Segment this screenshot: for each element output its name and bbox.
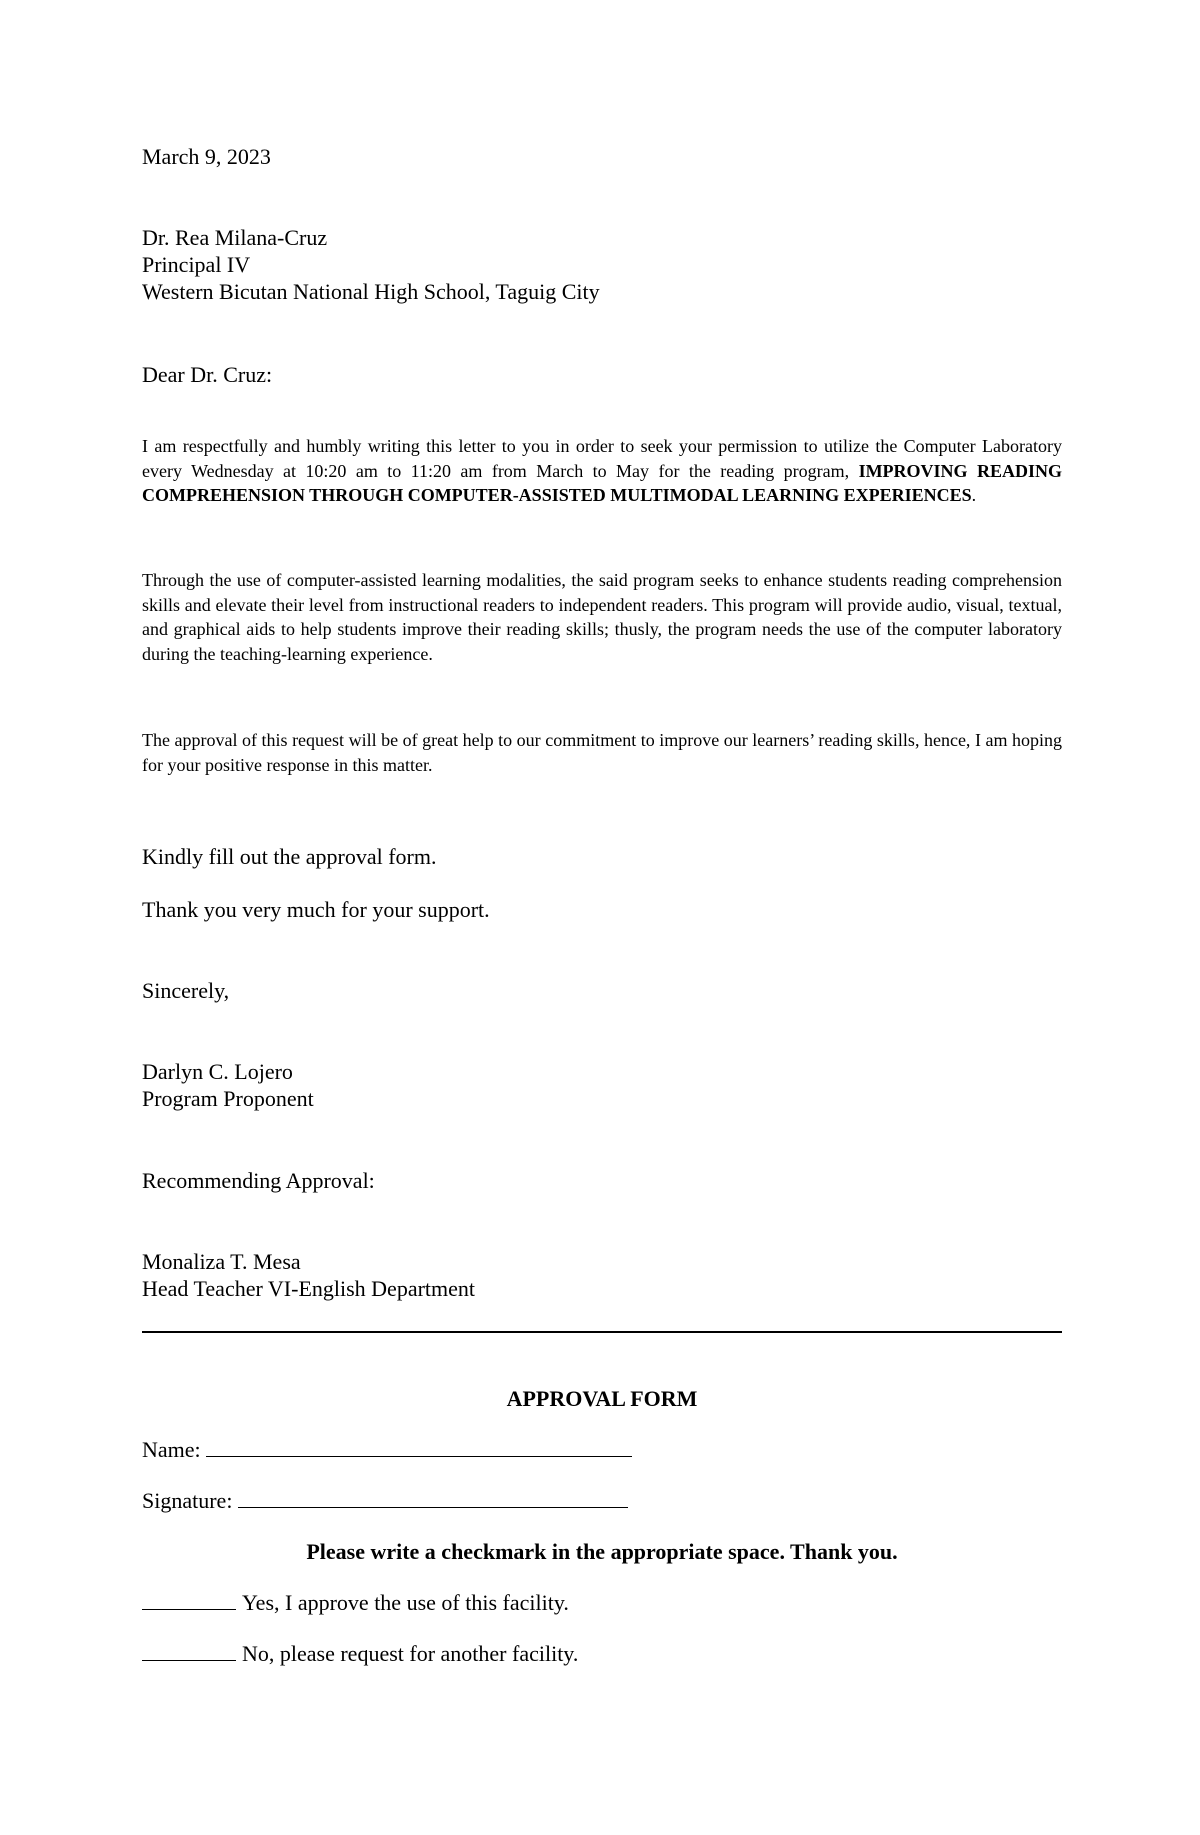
recommending-label: Recommending Approval: [142, 1168, 375, 1193]
section-divider [142, 1331, 1062, 1333]
signature-label: Signature: [142, 1488, 233, 1513]
name-field[interactable] [206, 1438, 632, 1457]
approval-form-title: APPROVAL FORM [506, 1386, 698, 1411]
paragraph-approval: The approval of this request will be of great help to our commitment to improve our learners’ reading skills, hence, I am hoping for your positive response in this matter. [142, 730, 1062, 775]
option-yes-row [142, 1589, 569, 1616]
paragraph-request [142, 434, 1062, 508]
paragraph-program: Through the use of computer-assisted learning modalities, the said program seeks to enhance students reading comprehension skills and elevate their level from instructional readers to independent readers. This program will provide audio, visual, textual, and graphical aids to help students improve their reading skills; thusly, the program needs the use of the computer laboratory during the teaching-learning experience. [142, 570, 1062, 664]
option-no-row [142, 1640, 578, 1667]
option-yes-label: Yes, I approve the use of this facility. [242, 1590, 569, 1615]
option-no-label: No, please request for another facility. [242, 1641, 579, 1666]
paragraph-request-text: I am respectfully and humbly writing this letter to you in order to seek your permission to utilize the Computer Laboratory every Wednesday at 10:20 am to 11:20 am from March to May for the reading program, [142, 436, 1062, 481]
recipient-position: Principal IV [142, 252, 251, 277]
request-line: Kindly fill out the approval form. [142, 844, 437, 869]
sender-block [142, 1058, 314, 1112]
sender-name: Darlyn C. Lojero [142, 1059, 293, 1084]
option-no-blank[interactable] [142, 1642, 236, 1661]
paragraph-request-end: . [971, 485, 977, 505]
recipient-name: Dr. Rea Milana-Cruz [142, 225, 328, 250]
option-yes-blank[interactable] [142, 1591, 236, 1610]
letter-date: March 9, 2023 [142, 144, 271, 169]
program-title: IMPROVING READING COMPREHENSION THROUGH COMPUTER-ASSISTED MULTIMODAL LEARNING EXPERIENCES [142, 460, 1062, 505]
recommender-block [142, 1248, 475, 1302]
checkmark-instruction: Please write a checkmark in the appropriate space. Thank you. [306, 1539, 898, 1564]
recommender-title: Head Teacher VI-English Department [142, 1276, 476, 1301]
closing: Sincerely, [142, 978, 230, 1003]
signature-field[interactable] [238, 1489, 628, 1508]
name-row [142, 1436, 632, 1463]
name-label: Name: [142, 1437, 201, 1462]
sender-title: Program Proponent [142, 1086, 314, 1111]
recipient-school: Western Bicutan National High School, Taguig City [142, 279, 600, 304]
signature-row [142, 1487, 628, 1514]
thanks-line: Thank you very much for your support. [142, 897, 490, 922]
salutation: Dear Dr. Cruz: [142, 362, 273, 387]
recommender-name: Monaliza T. Mesa [142, 1249, 301, 1274]
recipient-block [142, 224, 600, 305]
